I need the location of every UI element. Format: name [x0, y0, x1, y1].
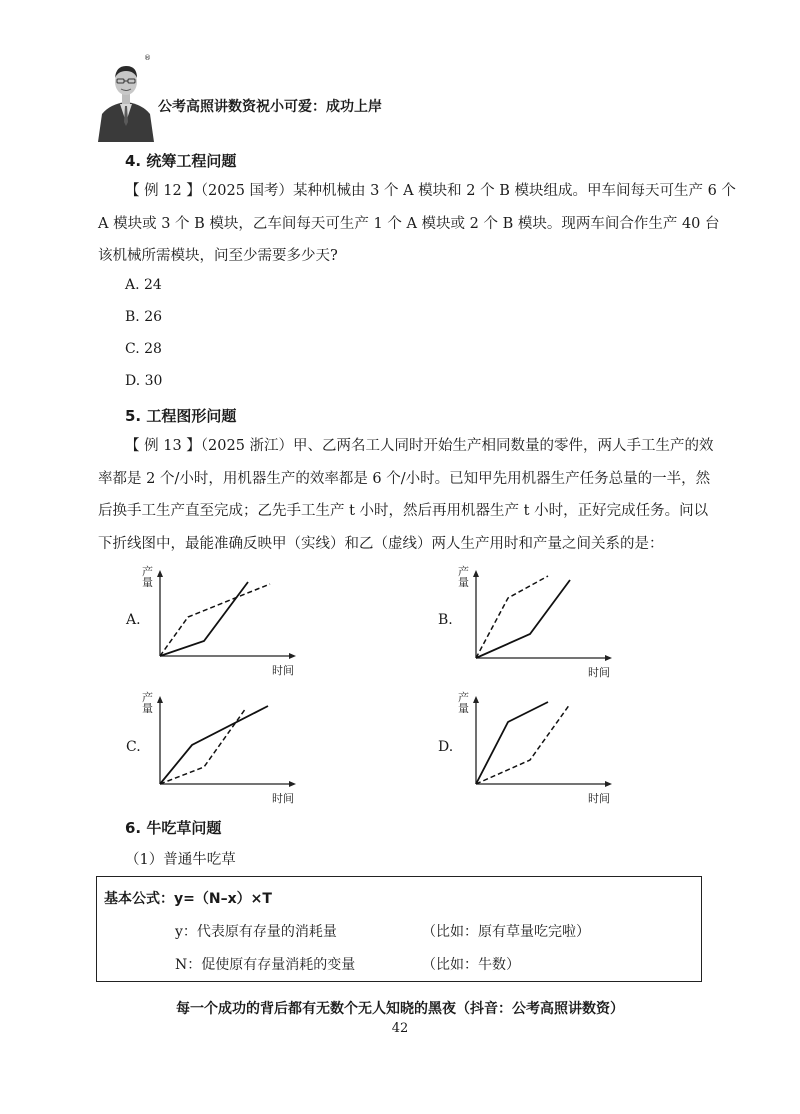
section4-question-line: A 模块或 3 个 B 模块，乙车间每天可生产 1 个 A 模块或 2 个 B 模块。现两车间合作生产 40 台: [98, 216, 720, 232]
x-axis-label: 时间: [272, 792, 294, 805]
footer-slogan: 每一个成功的背后都有无数个无人知晓的黑夜（抖音：公考高照讲数资）: [176, 1001, 624, 1017]
series-jia-solid: [476, 580, 570, 658]
series-jia-solid: [160, 706, 268, 784]
definition-example-y: （比如：原有草量吃完啦）: [422, 924, 590, 940]
x-axis-arrow: [605, 781, 612, 787]
graph-d: [456, 688, 616, 806]
section4-question-line: 【 例 12 】（2025 国考）某种机械由 3 个 A 模块和 2 个 B 模块组成。甲车间每天可生产 6 个: [125, 183, 736, 199]
x-axis-arrow: [289, 781, 296, 787]
option-d: D. 30: [125, 373, 163, 389]
graph-a: [140, 562, 300, 677]
section4-heading: 4. 统筹工程问题: [125, 152, 237, 170]
option-a: A. 24: [125, 277, 162, 293]
section6-heading: 6. 牛吃草问题: [125, 819, 222, 837]
option-c: C. 28: [125, 341, 162, 357]
graph-a-label: A.: [126, 612, 141, 628]
graph-b-label: B.: [438, 612, 453, 628]
y-axis-arrow: [473, 696, 479, 703]
page-number: 42: [391, 1021, 409, 1036]
series-jia-solid: [160, 582, 248, 656]
x-axis-label: 时间: [588, 792, 610, 805]
graph-b: [456, 562, 616, 677]
header-title: 公考高照讲数资祝小可爱：成功上岸: [158, 99, 382, 115]
y-axis-label: 产量: [142, 691, 153, 715]
x-axis-arrow: [289, 653, 296, 659]
author-avatar: [96, 54, 156, 142]
graph-c: [140, 688, 300, 806]
option-b: B. 26: [125, 309, 163, 325]
section4-question-line: 该机械所需模块，问至少需要多少天?: [98, 248, 338, 264]
section5-question-line: 【 例 13 】（2025 浙江）甲、乙两名工人同时开始生产相同数量的零件，两人手工生产的效: [125, 438, 714, 454]
y-axis-label: 产量: [142, 565, 153, 589]
definition-term-y: y：代表原有存量的消耗量: [175, 924, 337, 940]
y-axis-label: 产量: [458, 565, 469, 589]
series-yi-dashed: [160, 584, 270, 656]
x-axis-label: 时间: [588, 666, 610, 679]
series-yi-dashed: [160, 708, 246, 784]
y-axis-label: 产量: [458, 691, 469, 715]
series-jia-solid: [476, 702, 548, 784]
series-yi-dashed: [476, 576, 548, 658]
section6-subheading: （1）普通牛吃草: [125, 852, 236, 868]
x-axis-arrow: [605, 655, 612, 661]
y-axis-arrow: [473, 570, 479, 577]
graph-c-label: C.: [126, 739, 141, 755]
y-axis-arrow: [157, 696, 163, 703]
section5-question-line: 后换手工生产直至完成；乙先手工生产 t 小时，然后再用机器生产 t 小时，正好完成任务。问以: [98, 503, 709, 519]
section5-heading: 5. 工程图形问题: [125, 407, 237, 425]
section5-question-line: 下折线图中，最能准确反映甲（实线）和乙（虚线）两人生产用时和产量之间关系的是：: [98, 536, 664, 552]
definition-example-n: （比如：牛数）: [422, 957, 520, 973]
section5-question-line: 率都是 2 个/小时，用机器生产的效率都是 6 个/小时。已知甲先用机器生产任务总量的一半，然: [98, 471, 711, 487]
graph-d-label: D.: [438, 739, 454, 755]
trademark-mark: ®: [144, 54, 151, 62]
y-axis-arrow: [157, 570, 163, 577]
definition-term-n: N：促使原有存量消耗的变量: [175, 957, 356, 973]
series-yi-dashed: [476, 704, 570, 784]
x-axis-label: 时间: [272, 664, 294, 677]
formula-title: 基本公式：y=（N–x）×T: [104, 891, 272, 907]
